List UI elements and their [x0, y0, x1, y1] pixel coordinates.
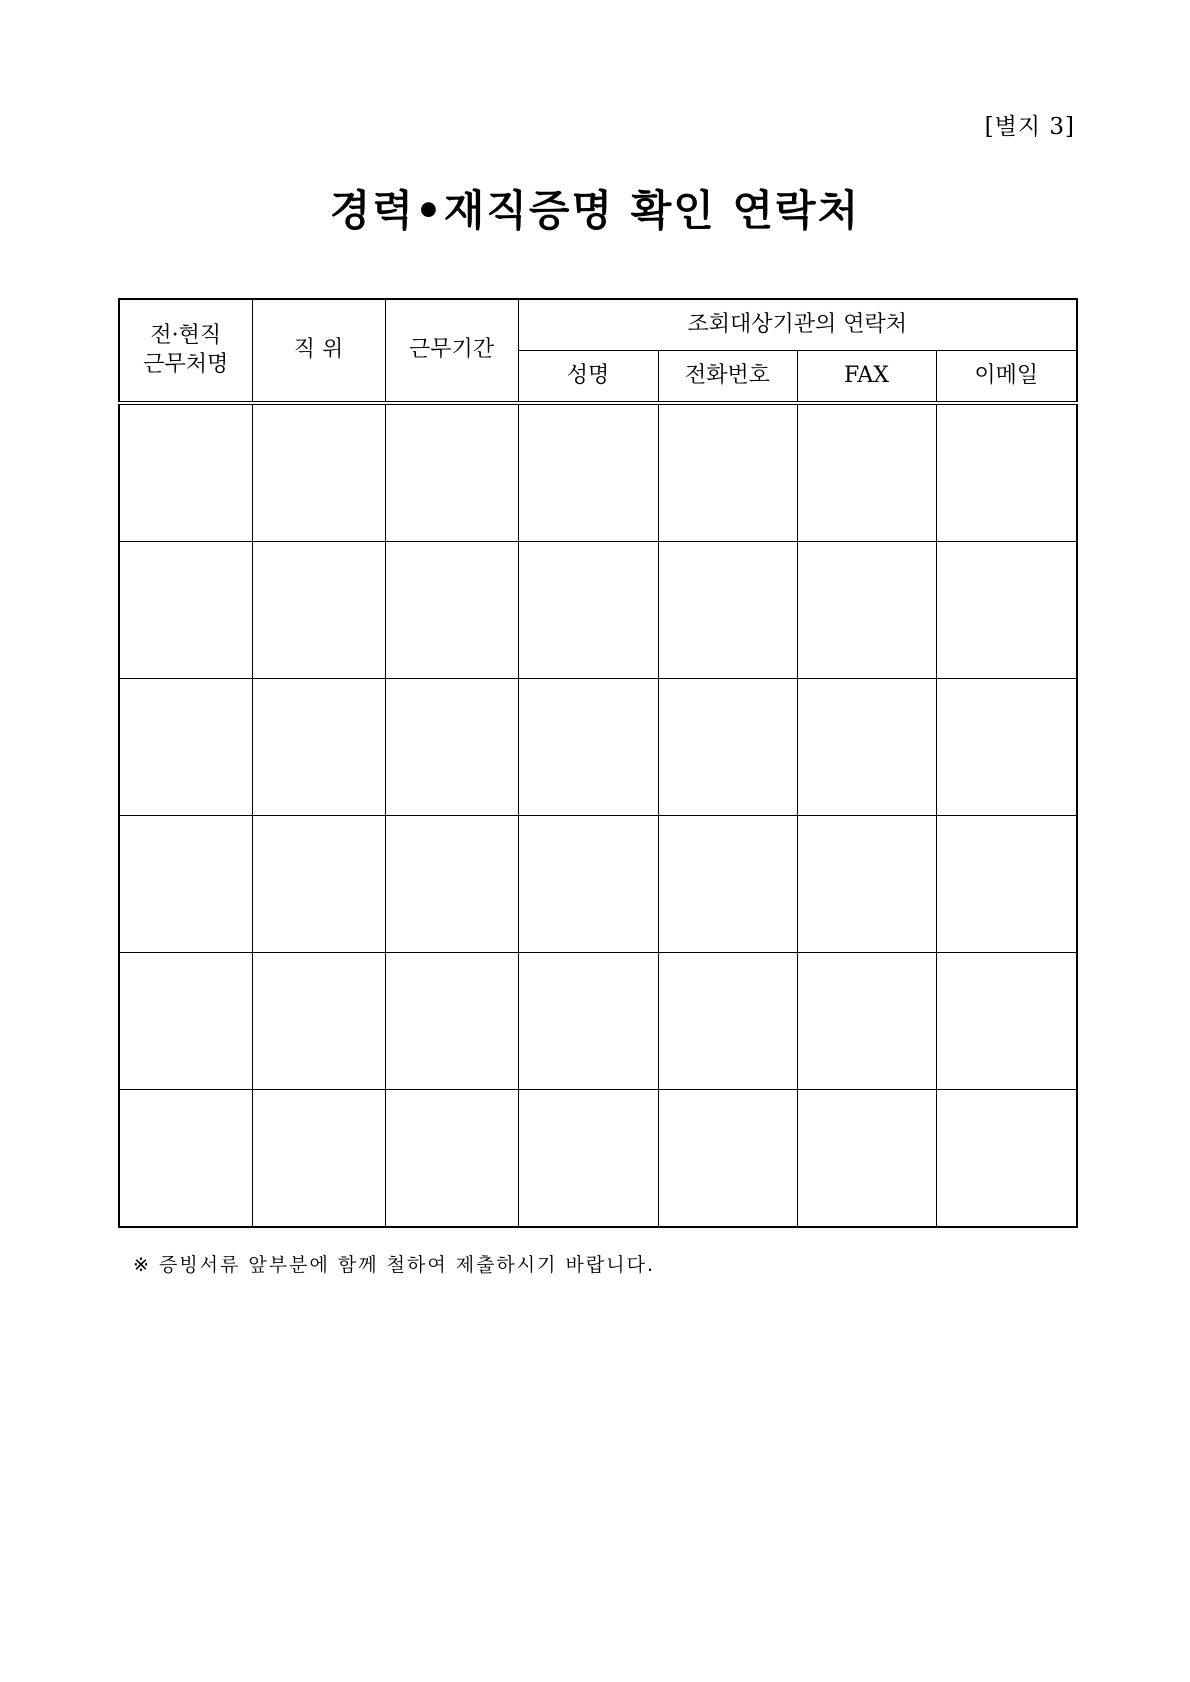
table-row	[119, 953, 1077, 1090]
cell-fax[interactable]	[797, 1090, 936, 1228]
contact-table	[118, 298, 1078, 1228]
cell-position[interactable]	[252, 816, 385, 953]
cell-period[interactable]	[385, 403, 518, 542]
cell-position[interactable]	[252, 403, 385, 542]
cell-fax[interactable]	[797, 816, 936, 953]
cell-phone[interactable]	[658, 403, 797, 542]
header-row-top	[119, 299, 1077, 351]
header-workplace-line2: 근무처명	[143, 351, 229, 377]
cell-position[interactable]	[252, 953, 385, 1090]
cell-name[interactable]	[518, 679, 658, 816]
header-workplace	[119, 299, 252, 403]
cell-workplace[interactable]	[119, 679, 252, 816]
cell-phone[interactable]	[658, 679, 797, 816]
table-row	[119, 679, 1077, 816]
cell-phone[interactable]	[658, 542, 797, 679]
cell-fax[interactable]	[797, 403, 936, 542]
cell-phone[interactable]	[658, 1090, 797, 1228]
cell-email[interactable]	[936, 953, 1077, 1090]
cell-workplace[interactable]	[119, 816, 252, 953]
cell-workplace[interactable]	[119, 542, 252, 679]
cell-name[interactable]	[518, 816, 658, 953]
header-email: 이메일	[936, 351, 1077, 404]
cell-email[interactable]	[936, 403, 1077, 542]
document-title: 경력•재직증명 확인 연락처	[329, 186, 861, 235]
header-period: 근무기간	[385, 299, 518, 403]
cell-workplace[interactable]	[119, 1090, 252, 1228]
cell-period[interactable]	[385, 1090, 518, 1228]
table-row	[119, 403, 1077, 542]
table-row	[119, 1090, 1077, 1228]
cell-email[interactable]	[936, 679, 1077, 816]
cell-email[interactable]	[936, 816, 1077, 953]
table-row	[119, 542, 1077, 679]
header-workplace-line1: 전·현직	[150, 322, 222, 348]
header-position: 직 위	[252, 299, 385, 403]
table-row	[119, 816, 1077, 953]
cell-fax[interactable]	[797, 679, 936, 816]
cell-position[interactable]	[252, 679, 385, 816]
cell-period[interactable]	[385, 542, 518, 679]
cell-email[interactable]	[936, 542, 1077, 679]
cell-workplace[interactable]	[119, 403, 252, 542]
cell-email[interactable]	[936, 1090, 1077, 1228]
cell-phone[interactable]	[658, 953, 797, 1090]
cell-name[interactable]	[518, 542, 658, 679]
cell-period[interactable]	[385, 953, 518, 1090]
cell-position[interactable]	[252, 542, 385, 679]
cell-name[interactable]	[518, 403, 658, 542]
cell-period[interactable]	[385, 816, 518, 953]
header-contact-group: 조회대상기관의 연락처	[518, 299, 1077, 351]
cell-fax[interactable]	[797, 953, 936, 1090]
header-fax: FAX	[797, 351, 936, 404]
cell-workplace[interactable]	[119, 953, 252, 1090]
footnote: ※ 증빙서류 앞부분에 함께 철하여 제출하시기 바랍니다.	[133, 1254, 655, 1276]
cell-position[interactable]	[252, 1090, 385, 1228]
cell-name[interactable]	[518, 1090, 658, 1228]
header-phone: 전화번호	[658, 351, 797, 404]
attachment-label: [별지 3]	[984, 114, 1075, 140]
cell-fax[interactable]	[797, 542, 936, 679]
cell-period[interactable]	[385, 679, 518, 816]
cell-name[interactable]	[518, 953, 658, 1090]
header-name: 성명	[518, 351, 658, 404]
cell-phone[interactable]	[658, 816, 797, 953]
